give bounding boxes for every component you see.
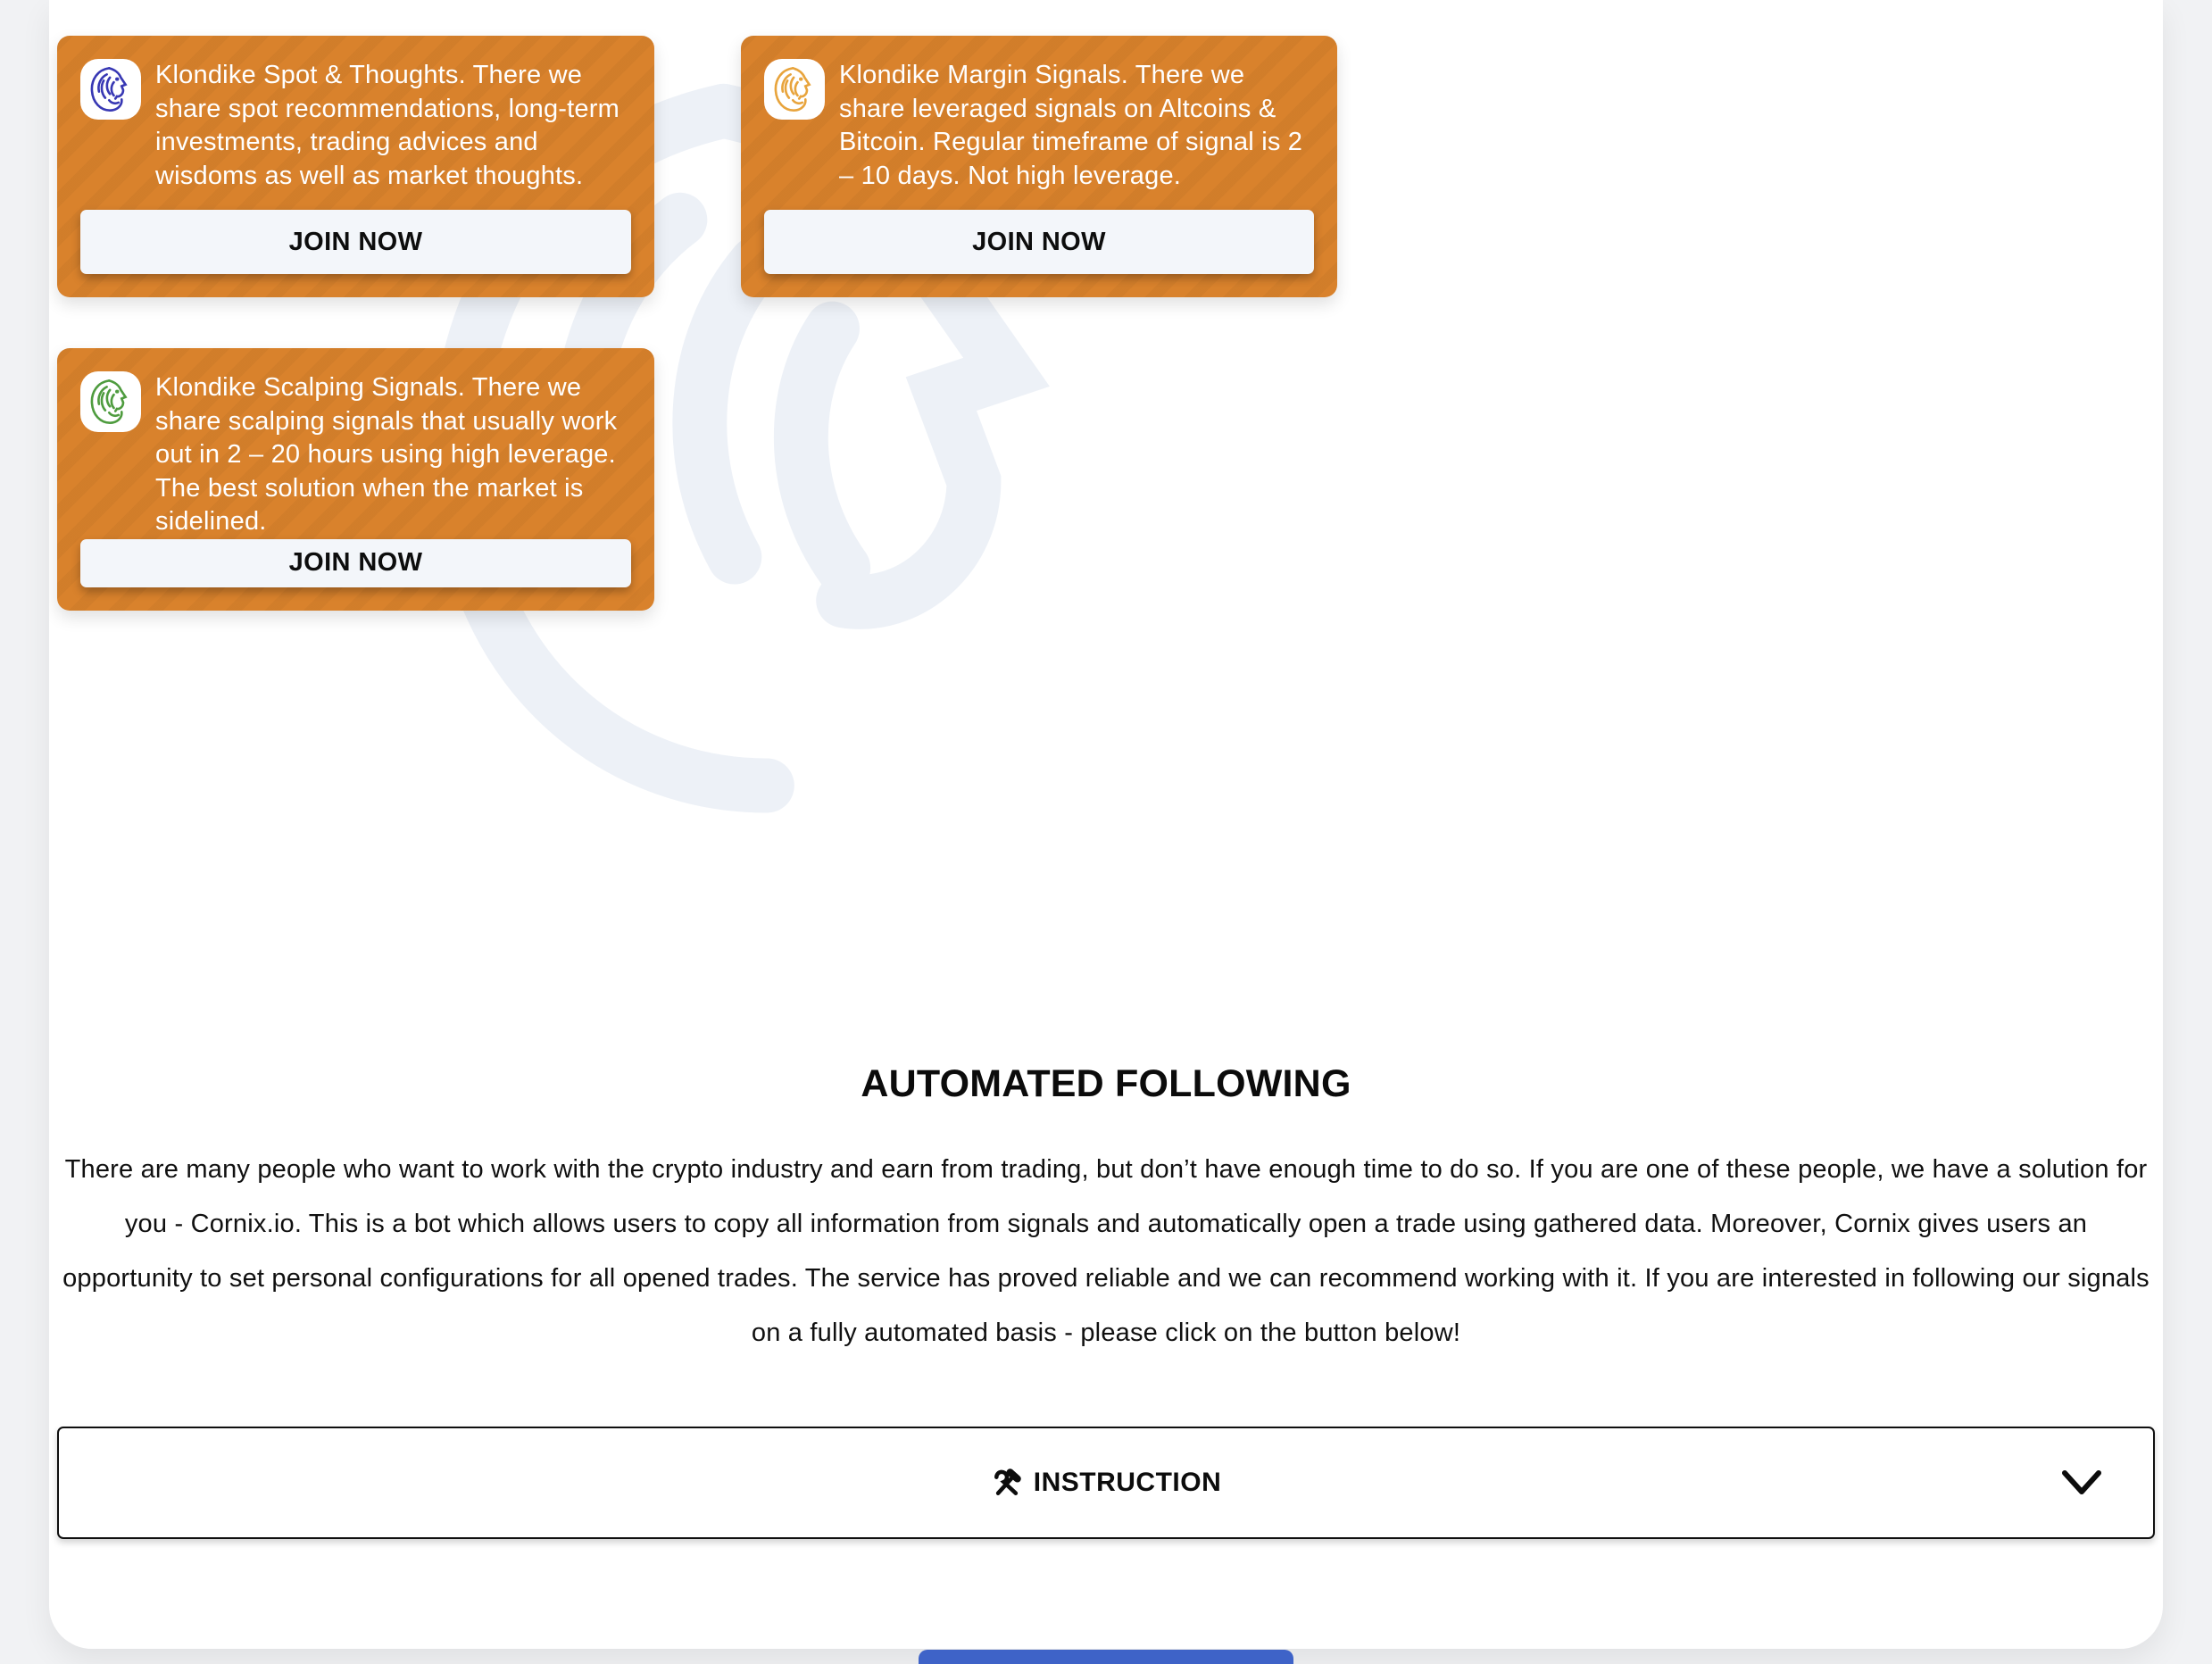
automated-following-paragraph: There are many people who want to work with the crypto industry and earn from trading, but don’t have enough time to do so. If you are one of these people, we have a solution for you - Cornix.io. This is a bot which allows users to copy all information from signals and automatically open a trade using gathered data. Moreover, Cornix gives users an opportunity to set personal configurations for all opened trades. The service has proved reliable and we can recommend working with it. If you are interested in following our signals on a fully automated basis - please click on the button below! [62, 1155, 2150, 1347]
lion-green-icon [80, 371, 141, 432]
join-now-button-spot[interactable]: JOIN NOW [80, 210, 631, 274]
card-content [80, 371, 631, 539]
instruction-button-content [991, 1467, 1222, 1499]
lion-gold-icon [764, 59, 825, 120]
instruction-button[interactable] [57, 1427, 2155, 1539]
card-margin-signals [741, 36, 1337, 297]
card-content [80, 59, 631, 193]
content-sheet [49, 0, 2163, 1649]
hammer-wrench-icon [991, 1467, 1023, 1499]
card-content [764, 59, 1314, 193]
automated-following-title: AUTOMATED FOLLOWING [861, 1062, 1351, 1105]
cards-row-2 [57, 348, 2155, 611]
next-section-blue-bar[interactable] [919, 1650, 1293, 1664]
join-now-button-margin[interactable]: JOIN NOW [764, 210, 1314, 274]
card-description: Klondike Margin Signals. There we share leveraged signals on Altcoins & Bitcoin. Regular timeframe of signal is 2 – 10 days. Not high leverage. [839, 61, 1303, 190]
card-spot-thoughts [57, 36, 654, 297]
join-now-button-scalping[interactable]: JOIN NOW [80, 539, 631, 588]
card-description: Klondike Spot & Thoughts. There we share spot recommendations, long-term investments, trading advices and wisdoms as well as market thoughts. [155, 61, 620, 190]
chevron-down-icon [2060, 1469, 2103, 1496]
cards-row-1 [57, 36, 2155, 297]
lion-blue-icon [80, 59, 141, 120]
instruction-label: INSTRUCTION [1033, 1468, 1222, 1497]
card-description: Klondike Scalping Signals. There we share scalping signals that usually work out in 2 – 20 hours using high leverage. The best solution when the market is sidelined. [155, 373, 618, 536]
card-scalping-signals [57, 348, 654, 611]
